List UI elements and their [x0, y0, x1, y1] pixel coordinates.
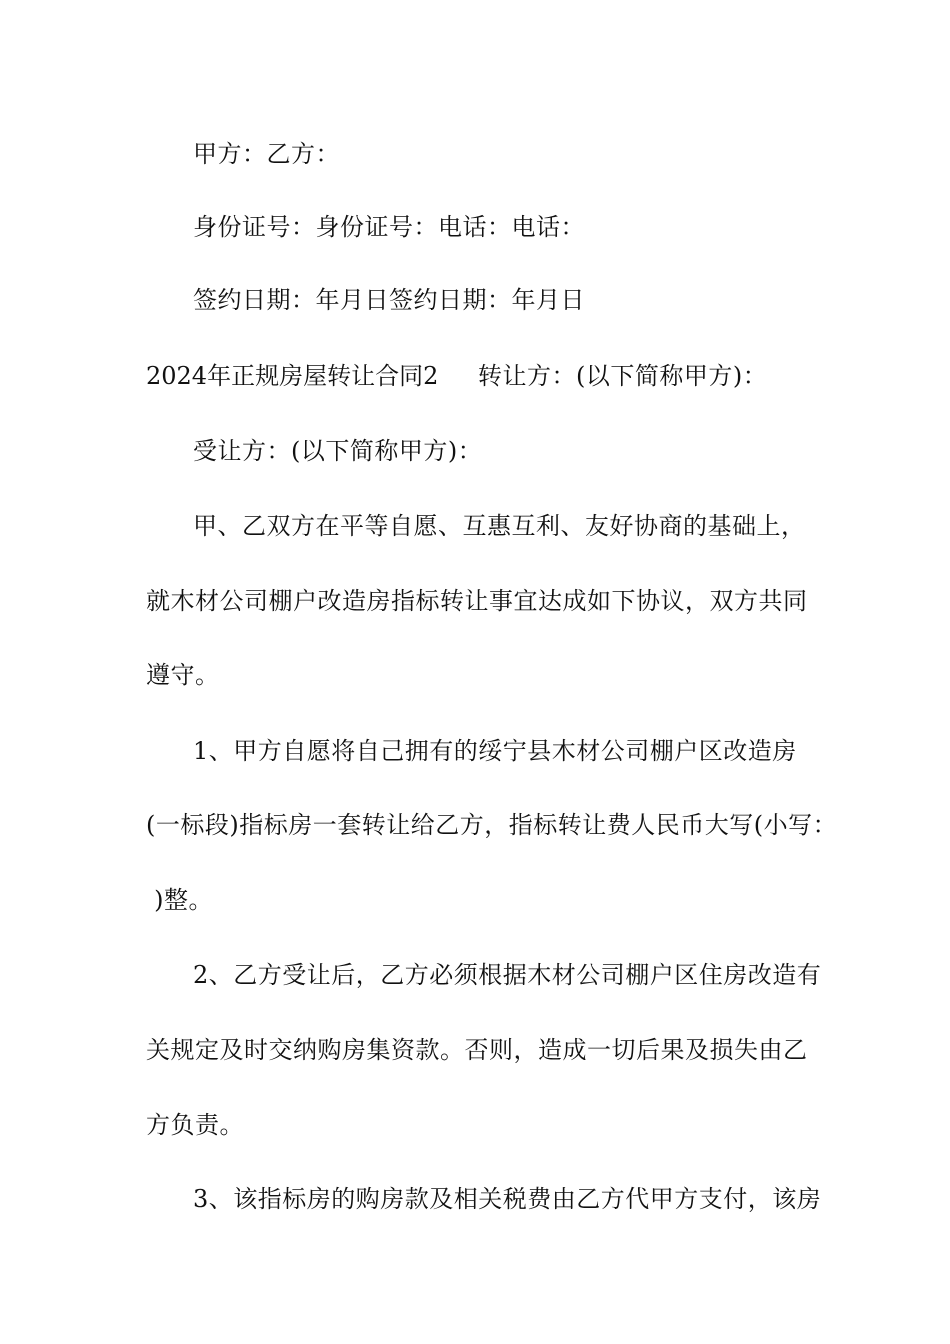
clause-2-line-3: 方负责。 [146, 1111, 244, 1139]
contract-title: 2024年正规房屋转让合同2 [146, 362, 439, 390]
clause-1-line-2: (一标段)指标房一套转让给乙方，指标转让费人民币大写(小写： [146, 811, 838, 839]
preamble-line-2: 就木材公司棚户改造房指标转让事宜达成如下协议，双方共同 [146, 587, 808, 615]
transferor-line: 转让方：(以下简称甲方)： [478, 362, 768, 390]
party-names-line: 甲方：乙方： [193, 140, 340, 168]
preamble-line-1: 甲、乙双方在平等自愿、互惠互利、友好协商的基础上， [193, 512, 806, 540]
clause-2-line-1: 2、乙方受让后，乙方必须根据木材公司棚户区住房改造有 [193, 961, 822, 989]
clause-1-line-3: )整。 [146, 886, 213, 914]
clause-2-line-2: 关规定及时交纳购房集资款。否则，造成一切后果及损失由乙 [146, 1036, 808, 1064]
preamble-line-3: 遵守。 [146, 661, 220, 689]
transferee-line: 受让方：(以下简称甲方)： [193, 437, 483, 465]
signing-date-line: 签约日期：年月日签约日期：年月日 [193, 286, 585, 314]
clause-1-line-1: 1、甲方自愿将自己拥有的绥宁县木材公司棚户区改造房 [193, 737, 797, 765]
clause-3-line-1: 3、该指标房的购房款及相关税费由乙方代甲方支付，该房 [193, 1185, 822, 1213]
id-phone-line: 身份证号：身份证号：电话：电话： [193, 213, 585, 241]
